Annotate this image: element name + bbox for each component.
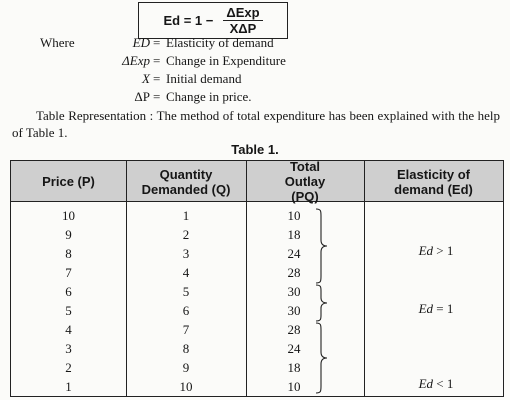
header-elasticity: Elasticity of demand (Ed) xyxy=(394,166,473,197)
cell-price: 9 xyxy=(65,227,72,242)
column-divider xyxy=(364,161,365,396)
cell-total-outlay: 28 xyxy=(287,322,301,337)
definition-equals: = xyxy=(153,35,161,50)
cell-total-outlay: 10 xyxy=(287,379,301,394)
header-total-outlay: Total Outlay (PQ) xyxy=(284,159,326,204)
brace-inelastic xyxy=(315,322,329,394)
ed-symbol: Ed xyxy=(418,243,434,258)
cell-total-outlay: 28 xyxy=(287,265,301,280)
cell-quantity: 4 xyxy=(182,265,190,280)
cell-quantity: 7 xyxy=(182,322,190,337)
definition-symbol: X xyxy=(142,71,150,86)
definition-text: Elasticity of demand xyxy=(166,35,274,50)
ed-symbol: Ed xyxy=(418,301,434,316)
cell-quantity: 3 xyxy=(182,246,190,261)
definition-text: Initial demand xyxy=(166,71,242,86)
cell-price: 8 xyxy=(65,246,72,261)
definition-row xyxy=(40,52,440,70)
cell-quantity: 1 xyxy=(182,208,190,223)
cell-total-outlay: 10 xyxy=(287,208,301,223)
cell-total-outlay: 24 xyxy=(287,341,301,356)
cell-quantity: 6 xyxy=(182,303,190,318)
column-divider xyxy=(246,161,247,396)
definition-symbol: ΔExp xyxy=(122,53,150,68)
cell-price: 1 xyxy=(65,379,72,394)
cell-quantity: 8 xyxy=(182,341,190,356)
cell-total-outlay: 24 xyxy=(287,246,301,261)
cell-price: 7 xyxy=(65,265,72,280)
cell-total-outlay: 30 xyxy=(287,284,301,299)
definition-row xyxy=(40,34,440,52)
formula-denominator: XΔP xyxy=(229,21,257,36)
cell-price: 5 xyxy=(65,303,72,318)
where-label: Where xyxy=(40,35,75,50)
definition-text: Change in price. xyxy=(166,89,252,104)
cell-quantity: 5 xyxy=(182,284,190,299)
definition-text: Change in Expenditure xyxy=(166,53,286,68)
ed-relation: = 1 xyxy=(433,301,454,316)
elasticity-equal-one xyxy=(396,301,476,317)
cell-price: 2 xyxy=(65,360,72,375)
brace-elastic xyxy=(315,208,329,284)
ed-symbol: Ed xyxy=(418,376,434,391)
table-header xyxy=(11,161,503,202)
ed-relation: < 1 xyxy=(433,376,454,391)
cell-price: 4 xyxy=(65,322,72,337)
definition-row xyxy=(40,88,440,106)
cell-total-outlay: 18 xyxy=(287,227,301,242)
definition-symbol: ΔP xyxy=(134,89,150,104)
cell-price: 10 xyxy=(62,208,75,223)
table-representation-paragraph: Table Representation : The method of total expenditure has been explained with the help of Table 1. xyxy=(12,108,500,140)
formula-lhs: Ed = 1 − xyxy=(163,13,214,28)
cell-price: 6 xyxy=(65,284,72,299)
cell-total-outlay: 18 xyxy=(287,360,301,375)
definition-symbol: ED xyxy=(132,35,150,50)
cell-quantity: 10 xyxy=(179,379,193,394)
formula-numerator: ΔExp xyxy=(223,5,262,21)
definition-equals: = xyxy=(153,53,161,68)
cell-price: 3 xyxy=(65,341,72,356)
definition-equals: = xyxy=(153,71,161,86)
header-quantity: Quantity Demanded (Q) xyxy=(141,166,231,197)
ed-relation: > 1 xyxy=(433,243,454,258)
formula-fraction xyxy=(223,5,262,36)
definition-equals: = xyxy=(153,89,161,104)
elasticity-greater-than-one xyxy=(396,243,476,259)
elasticity-less-than-one xyxy=(396,376,476,392)
cell-total-outlay: 30 xyxy=(287,303,301,318)
elasticity-table xyxy=(10,160,504,397)
definition-row xyxy=(40,70,440,88)
cell-quantity: 9 xyxy=(182,360,190,375)
cell-quantity: 2 xyxy=(182,227,190,242)
header-price: Price (P) xyxy=(42,174,95,189)
brace-unitary xyxy=(315,284,329,322)
table-caption: Table 1. xyxy=(231,142,279,157)
